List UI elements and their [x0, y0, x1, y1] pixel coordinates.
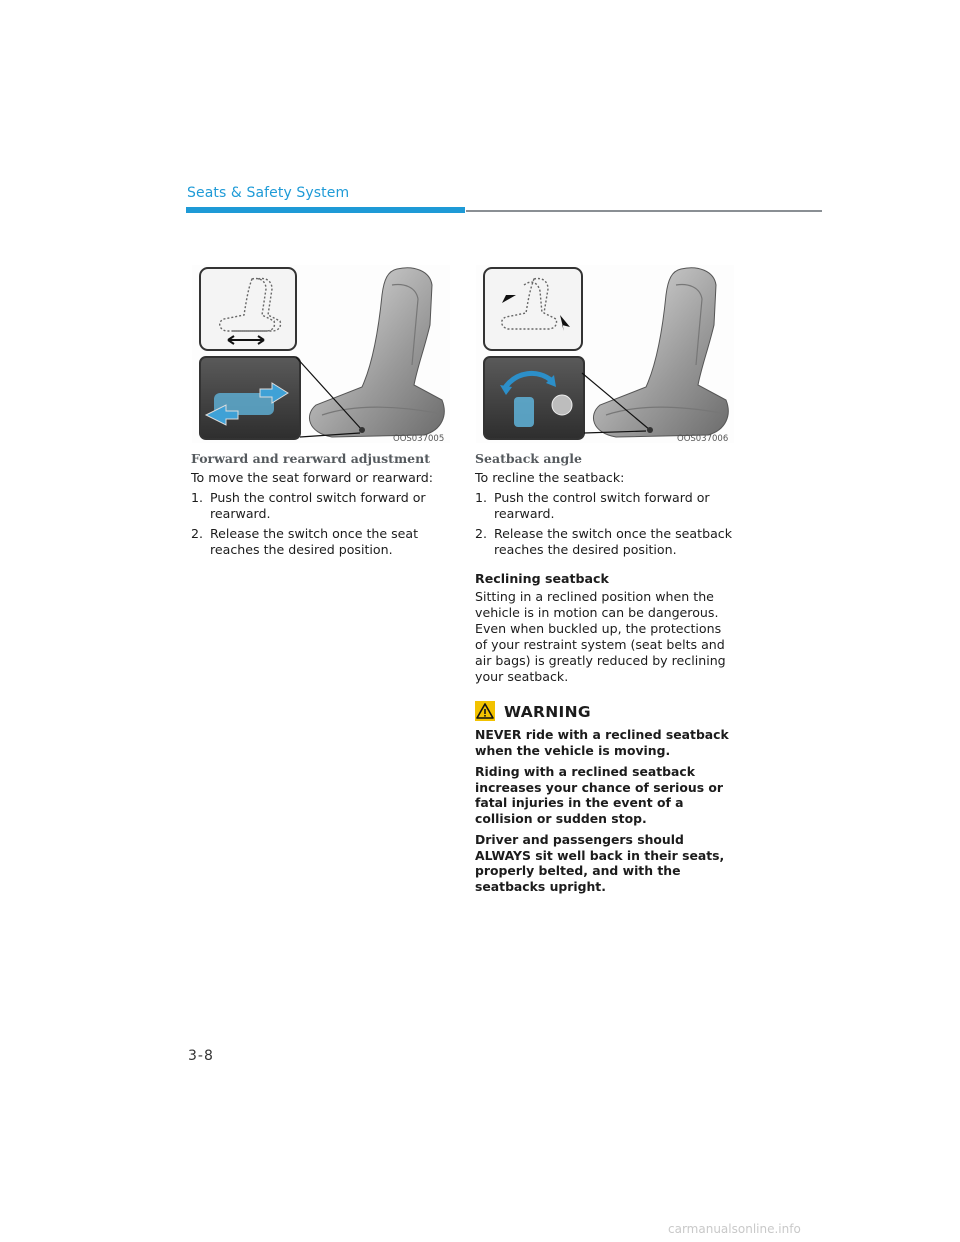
warning-body [475, 727, 737, 900]
list-item [475, 526, 733, 557]
page-number: 3-8 [188, 1048, 214, 1064]
warning-paragraph: Driver and passengers should ALWAYS sit well back in their seats, properly belted, and with the seatbacks upright. [475, 832, 725, 894]
warning-paragraph: Riding with a reclined seatback increases your chance of serious or fatal injuries in the event of a collision or sudden stop. [475, 764, 724, 826]
left-intro: To move the seat forward or rearward: [191, 470, 434, 485]
step-number: 2. [191, 526, 204, 541]
section-title: Seats & Safety System [187, 185, 350, 201]
header-rule-accent [186, 207, 465, 213]
step-number: 1. [191, 490, 204, 505]
heading-seatback-angle: Seatback angle [475, 451, 582, 466]
right-steps-list [475, 490, 733, 562]
watermark: carmanualsonline.info [668, 1222, 801, 1236]
step-number: 1. [475, 490, 488, 505]
figure-seat-slide [192, 265, 450, 443]
list-item [475, 490, 733, 521]
reclining-paragraph: Sitting in a reclined position when the vehicle is in motion can be dangerous. Even when buckled up, the protections of your restraint system (seat belts and air bags) is greatly reduced by reclining your seatback. [475, 589, 726, 684]
step-text: Push the control switch forward or rearward. [210, 490, 426, 521]
figure-seatback-angle [476, 265, 734, 443]
warning-triangle-icon [475, 701, 495, 721]
list-item [191, 490, 441, 521]
warning-title: WARNING [504, 703, 591, 721]
right-intro: To recline the seatback: [475, 470, 625, 485]
step-text: Release the switch once the seat reaches the desired position. [210, 526, 419, 557]
figure-caption-left: OOS037005 [393, 434, 445, 444]
step-text: Push the control switch forward or rearward. [494, 490, 710, 521]
left-steps-list [191, 490, 441, 562]
step-text: Release the switch once the seatback reaches the desired position. [494, 526, 733, 557]
warning-icon-box [475, 701, 495, 721]
header-rule [466, 210, 822, 212]
heading-forward-rearward: Forward and rearward adjustment [191, 451, 430, 466]
seat-slide-illustration [192, 265, 450, 443]
seatback-angle-illustration [476, 265, 734, 443]
list-item [191, 526, 441, 557]
heading-reclining-seatback: Reclining seatback [475, 571, 609, 586]
step-number: 2. [475, 526, 488, 541]
warning-paragraph: NEVER ride with a reclined seatback when the vehicle is moving. [475, 727, 729, 758]
figure-caption-right: OOS037006 [677, 434, 729, 444]
